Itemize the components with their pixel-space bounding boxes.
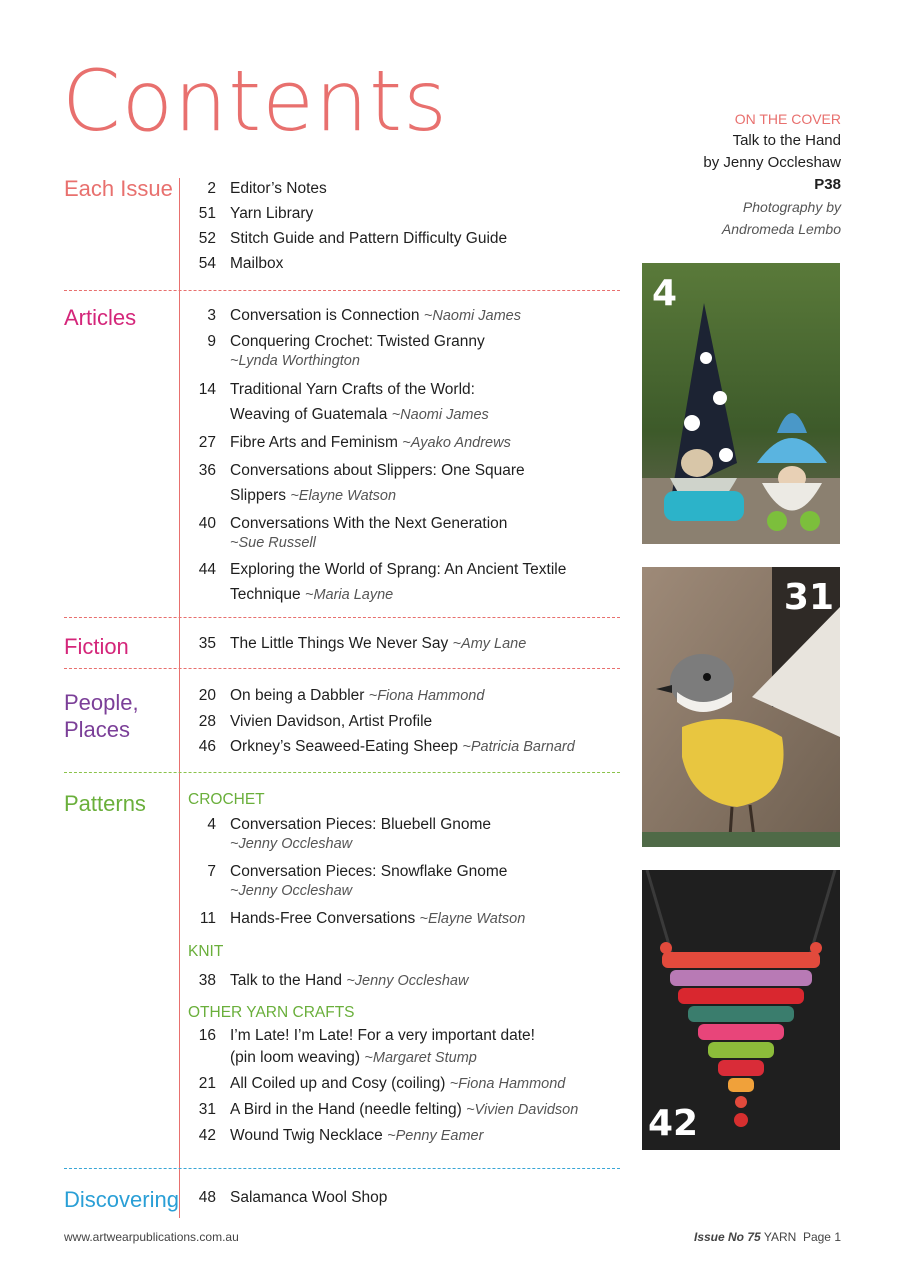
list-item[interactable]: 38 Talk to the Hand ~Jenny Occleshaw (198, 972, 469, 989)
footer-issue: Issue No 75 YARN Page 1 (694, 1230, 841, 1244)
list-item[interactable]: 20 On being a Dabbler ~Fiona Hammond (198, 687, 485, 704)
list-item[interactable]: 21 All Coiled up and Cosy (coiling) ~Fiona Hammond (198, 1075, 566, 1092)
section-heading: People, Places (64, 690, 139, 742)
section-discovering (64, 1168, 620, 1218)
list-item[interactable]: 31 A Bird in the Hand (needle felting) ~Vivien Davidson (198, 1101, 579, 1118)
list-item[interactable]: 4 Conversation Pieces: Bluebell Gnome ~Jenny Occleshaw (207, 816, 492, 852)
cover-credit-2: Andromeda Lembo (721, 221, 841, 237)
item-list (188, 683, 628, 760)
section-heading: Discovering (64, 1187, 179, 1212)
list-item[interactable]: 14 Traditional Yarn Crafts of the World: Weaving of Guatemala ~Naomi James (198, 381, 489, 423)
list-item[interactable]: 40 Conversations With the Next Generation ~Sue Russell (198, 515, 508, 551)
section-heading: Each Issue (64, 176, 173, 201)
photo-bird (642, 567, 840, 847)
category-label: OTHER YARN CRAFTS (188, 1004, 355, 1021)
list-item[interactable]: 28 Vivien Davidson, Artist Profile (198, 713, 433, 730)
section-articles (64, 290, 620, 615)
section-heading: Fiction (64, 634, 129, 659)
list-item[interactable]: 46 Orkney’s Seaweed-Eating Sheep ~Patricia Barnard (198, 738, 575, 755)
list-item[interactable]: 35 The Little Things We Never Say ~Amy Lane (198, 635, 527, 652)
list-item[interactable]: 16 I’m Late! I’m Late! For a very important date! (pin loom weaving) ~Margaret Stump (198, 1027, 535, 1066)
section-heading: Patterns (64, 791, 146, 816)
category-label: CROCHET (188, 791, 265, 808)
cover-page: P38 (814, 176, 841, 193)
item-list (188, 303, 628, 608)
page-title: Contents (62, 52, 448, 150)
list-item[interactable]: 3 Conversation is Connection ~Naomi James (207, 307, 521, 324)
section-heading: Articles (64, 305, 137, 330)
list-item[interactable]: 54 Mailbox (198, 255, 284, 272)
item-list (188, 1185, 628, 1210)
section-people-places (64, 668, 620, 772)
page-badge: 42 (648, 1103, 699, 1144)
page-badge: 31 (783, 577, 834, 618)
list-item[interactable]: 9 Conquering Crochet: Twisted Granny ~Lynda Worthington (207, 333, 485, 369)
list-item[interactable]: 51 Yarn Library (198, 205, 314, 222)
footer-url[interactable]: www.artwearpublications.com.au (64, 1230, 239, 1244)
list-item[interactable]: 7 Conversation Pieces: Snowflake Gnome ~Jenny Occleshaw (207, 863, 508, 899)
section-each-issue (64, 176, 620, 288)
list-item[interactable]: 52 Stitch Guide and Pattern Difficulty Guide (198, 230, 508, 247)
cover-credit-1: Photography by (742, 199, 841, 215)
list-item[interactable]: 2 Editor’s Notes (207, 180, 327, 197)
cover-author: by Jenny Occleshaw (703, 154, 841, 171)
list-item[interactable]: 36 Conversations about Slippers: One Square Slippers ~Elayne Watson (198, 462, 525, 504)
list-item[interactable]: 42 Wound Twig Necklace ~Penny Eamer (198, 1127, 484, 1144)
list-item[interactable]: 44 Exploring the World of Sprang: An Ancient Textile Technique ~Maria Layne (198, 561, 567, 603)
list-item[interactable]: 27 Fibre Arts and Feminism ~Ayako Andrews (198, 434, 511, 451)
item-list (188, 787, 628, 1149)
cover-label: ON THE COVER (734, 111, 841, 127)
section-patterns (64, 772, 620, 1168)
photo-gnomes (642, 263, 840, 544)
page-badge: 4 (652, 273, 678, 314)
item-list (188, 631, 628, 657)
category-label: KNIT (188, 943, 224, 960)
cover-info (703, 108, 841, 240)
item-list (188, 176, 628, 276)
photo-necklace (642, 870, 840, 1150)
list-item[interactable]: 48 Salamanca Wool Shop (198, 1189, 388, 1206)
list-item[interactable]: 11 Hands-Free Conversations ~Elayne Watson (199, 910, 526, 927)
section-fiction (64, 617, 620, 667)
cover-title: Talk to the Hand (732, 132, 841, 149)
